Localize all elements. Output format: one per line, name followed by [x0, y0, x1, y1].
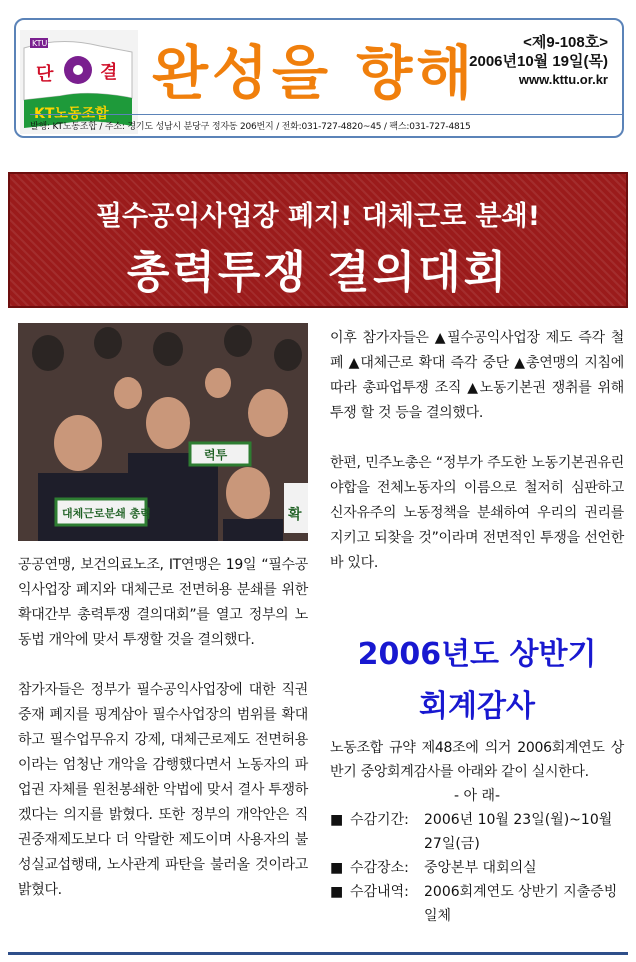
audit-item	[330, 856, 624, 880]
article-right-column	[330, 326, 624, 601]
square-bullet-icon: ■	[330, 860, 344, 876]
photo-sign-1: 대체근로분쇄 총력	[62, 507, 151, 520]
article-paragraph: 공공연맹, 보건의료노조, IT연맹은 19일 “필수공익사업장 폐지와 대체근로 전면허용 분쇄를 위한 확대간부 총력투쟁 결의대회”를 열고 정부의 노동법 개악에 맞서 투쟁할 것을 결의했다.	[18, 557, 308, 648]
issue-number: <제9-108호>	[523, 34, 608, 51]
headline-banner	[8, 172, 628, 308]
photo-sign-2: 력투	[204, 448, 228, 462]
masthead	[14, 18, 624, 138]
audit-item	[330, 880, 624, 928]
audit-item-label: 수감내역:	[350, 884, 409, 900]
article-paragraph: 한편, 민주노총은 “정부가 주도한 노동기본권유린 야합을 전체노동자의 이름으로 철저히 심판하고 신자유주의 노동정책을 분쇄하여 우리의 권리를 지키고 되찾을 것”이라며 전면적인 투쟁을 선언한 바 있다.	[330, 455, 624, 571]
audit-item	[330, 808, 624, 856]
logo-right-char: 결	[100, 62, 118, 83]
audit-below-label: - 아 래-	[453, 788, 501, 804]
headline-subtitle: 필수공익사업장 폐지! 대체근로 분쇄!	[95, 201, 541, 232]
audit-item-label: 수감장소:	[350, 860, 409, 876]
issue-info	[469, 34, 608, 88]
newsletter-title: 완성을 향해	[152, 39, 477, 107]
website-url: www.kttu.or.kr	[518, 71, 608, 87]
audit-title-line1: 2006년도 상반기	[357, 637, 597, 672]
rally-photo	[18, 323, 308, 541]
audit-intro: 노동조합 규약 제48조에 의거 2006회계연도 상반기 중앙회계감사를 아래와 같이 실시한다.	[330, 740, 624, 780]
audit-item-value: 중앙본부 대회의실	[424, 860, 537, 876]
article-left-column	[18, 553, 308, 928]
square-bullet-icon: ■	[330, 884, 344, 900]
bottom-divider	[8, 952, 628, 955]
audit-notice	[330, 736, 624, 928]
issue-date: 2006년10월 19일(목)	[469, 52, 608, 70]
logo-ribbon-text: KTU	[32, 39, 48, 48]
audit-item-value: 2006회계연도 상반기 지출증빙 일체	[424, 884, 618, 924]
logo-bottom-text: KT노동조합	[34, 106, 109, 122]
logo-left-char: 단	[36, 64, 54, 85]
article-paragraph: 참가자들은 정부가 필수공익사업장에 대한 직권중재 폐지를 핑계삼아 필수사업장의 범위를 확대하고 필수업무유지 강제, 대체근로제도 전면허용이라는 엄청난 개악을 감행했다면서 노동자의 파업권 자체를 원천봉쇄한 악법에 맞서 결사 투쟁하겠다는 의지를 밝혔다. 또한 정부의 개악안은 직권중재제도보다 더 악랄한 제도이며 사용자의 불성실교섭행태, 노사관계 파탄을 불러올 것이라고 밝혔다.	[18, 682, 308, 898]
publisher-info: 발행: KT노동조합 / 주소: 경기도 성남시 분당구 정자동 206번지 / 전화:031-727-4820~45 / 팩스:031-727-4815	[30, 114, 622, 132]
audit-item-value: 2006년 10월 23일(월)~10월 27일(금)	[424, 812, 613, 852]
audit-title-line2: 회계감사	[419, 689, 535, 724]
photo-sign-3: 확	[288, 507, 302, 523]
article-paragraph: 이후 참가자들은 ▲필수공익사업장 제도 즉각 철폐 ▲대체근로 확대 즉각 중단 ▲총연맹의 지침에 따라 총파업투쟁 조직 ▲노동기본권 쟁취를 위해 투쟁 할 것 등을 결의했다.	[330, 330, 624, 421]
headline-title: 총력투쟁 결의대회	[126, 247, 510, 298]
square-bullet-icon: ■	[330, 812, 344, 828]
audit-item-label: 수감기간:	[350, 812, 409, 828]
